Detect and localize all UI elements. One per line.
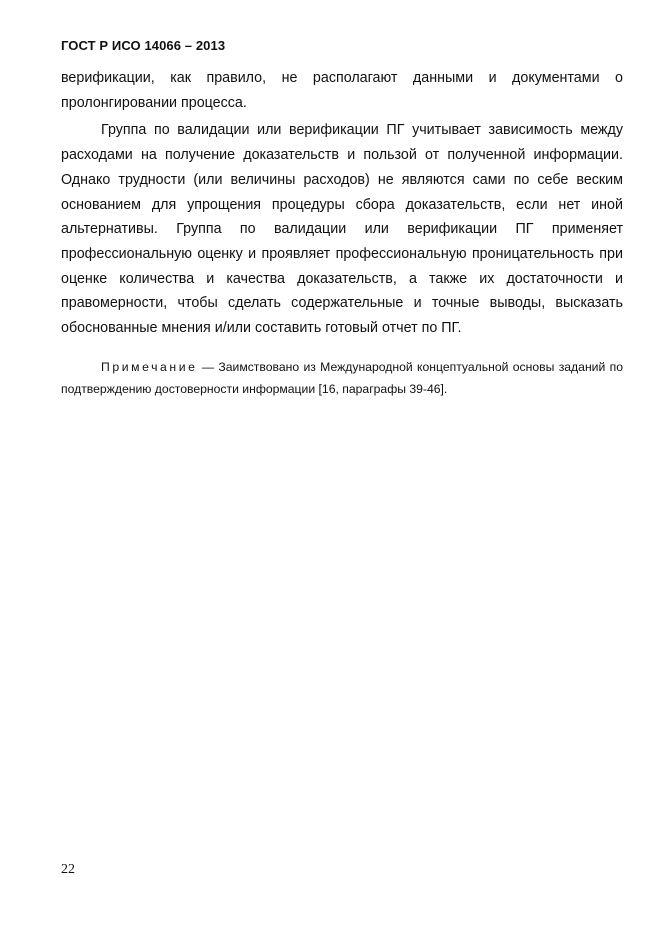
note-dash: —: [197, 360, 219, 374]
note-label: Примечание: [101, 360, 198, 374]
body-paragraph: Группа по валидации или верификации ПГ учитывает зависимость между расходами на получение доказательств и пользой от полученной информации. Однако трудности (или величины расходов) не являются сами по себе веским основанием для упрощения процедуры сбора доказательств, если нет иной альтернативы. Группа по валидации или верификации ПГ применяет профессиональную оценку и проявляет профессиональную проницательность при оценке количества и качества доказательств, а также их достаточности и правомерности, чтобы сделать содержательные и точные выводы, высказать обоснованные мнения и/или составить готовый отчет по ПГ.: [61, 122, 623, 337]
note-text: Заимствовано из Международной концептуальной основы заданий по подтверждению достоверности информации [16, параграфы 39-46].: [61, 360, 623, 396]
note: [61, 356, 623, 400]
body-paragraph-continued: верификации, как правило, не располагают данными и документами о пролонгировании процесса.: [61, 70, 623, 111]
page-header-standard-number: ГОСТ Р ИСО 14066 – 2013: [61, 38, 226, 53]
page-number: 22: [61, 862, 75, 877]
body-text: [61, 66, 623, 341]
